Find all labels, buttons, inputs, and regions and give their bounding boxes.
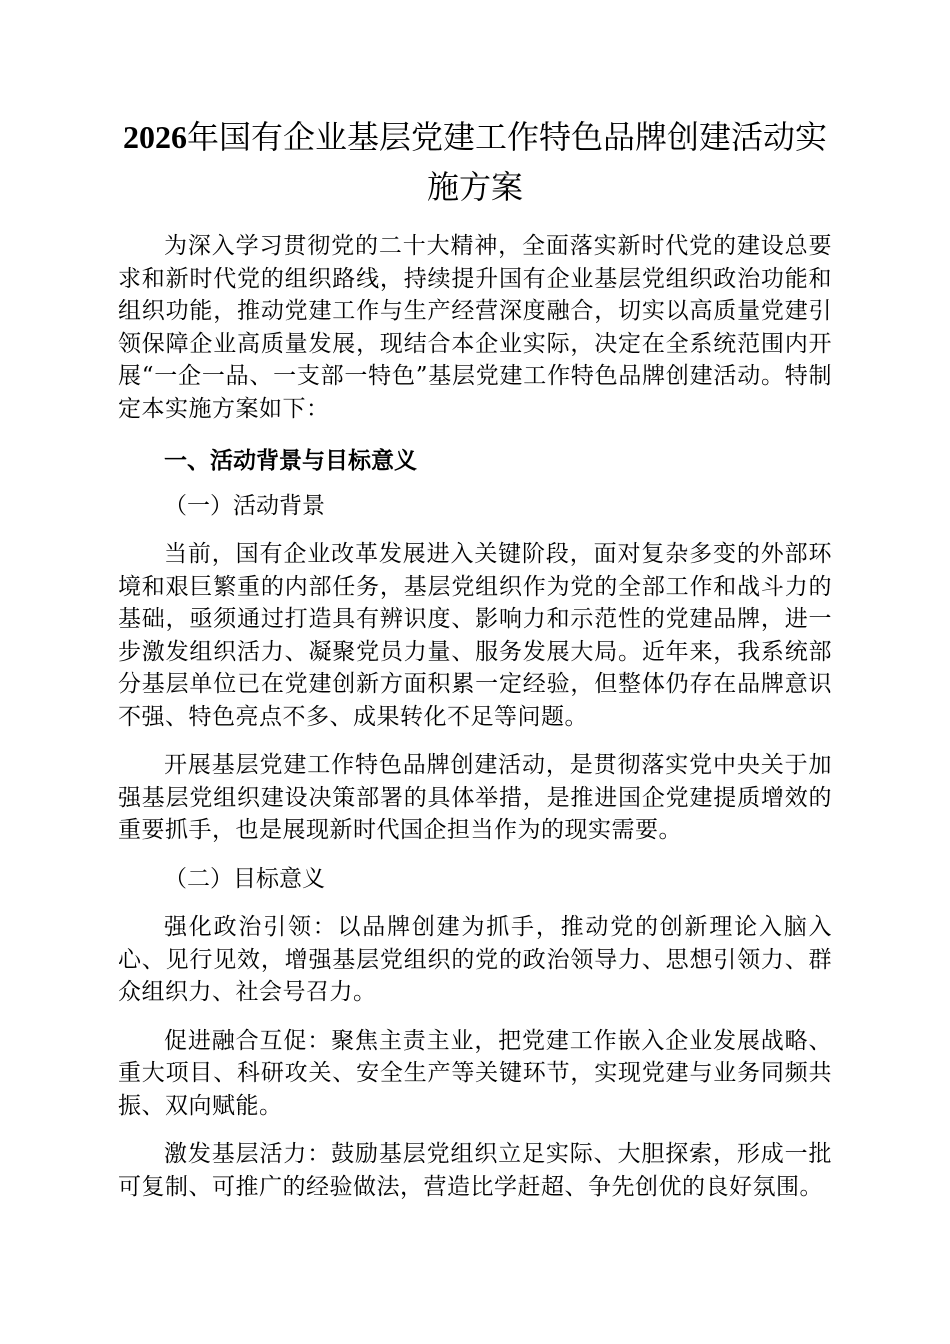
background-paragraph-2: 开展基层党建工作特色品牌创建活动，是贯彻落实党中央关于加强基层党组织建设决策部署的具体举措，是推进国企党建提质增效的重要抓手，也是展现新时代国企担当作为的现实需要。 [118,752,832,843]
goal-paragraph-2: 促进融合互促：聚焦主责主业，把党建工作嵌入企业发展战略、重大项目、科研攻关、安全生产等关键环节，实现党建与业务同频共振、双向赋能。 [118,1027,832,1119]
goal-paragraph-3: 激发基层活力：鼓励基层党组织立足实际、大胆探索，形成一批可复制、可推广的经验做法，营造比学赶超、争先创优的良好氛围。 [118,1141,832,1200]
subsection-heading-goals: （二）目标意义 [164,865,325,892]
section-heading-1: 一、活动背景与目标意义 [164,448,417,474]
document-title [118,112,832,212]
document-page [118,112,832,1203]
title-year: 2026 [122,119,187,155]
subsection-heading-background: （一）活动背景 [164,492,325,519]
title-text: 年国有企业基层党建工作特色品牌创建活动实施方案 [186,118,827,206]
intro-paragraph: 为深入学习贯彻党的二十大精神，全面落实新时代党的建设总要求和新时代党的组织路线，持续提升国有企业基层党组织政治功能和组织功能，推动党建工作与生产经营深度融合，切实以高质量党建引领保障企业高质量发展，现结合本企业实际，决定在全系统范围内开展“一企一品、一支部一特色”基层党建工作特色品牌创建活动。特制定本实施方案如下： [118,233,832,422]
goal-paragraph-1: 强化政治引领：以品牌创建为抓手，推动党的创新理论入脑入心、见行见效，增强基层党组织的党的政治领导力、思想引领力、群众组织力、社会号召力。 [118,914,832,1005]
background-paragraph-1: 当前，国有企业改革发展进入关键阶段，面对复杂多变的外部环境和艰巨繁重的内部任务，基层党组织作为党的全部工作和战斗力的基础，亟须通过打造具有辨识度、影响力和示范性的党建品牌，进一步激发组织活力、凝聚党员力量、服务发展大局。近年来，我系统部分基层单位已在党建创新方面积累一定经验，但整体仍存在品牌意识不强、特色亮点不多、成果转化不足等问题。 [118,541,832,730]
